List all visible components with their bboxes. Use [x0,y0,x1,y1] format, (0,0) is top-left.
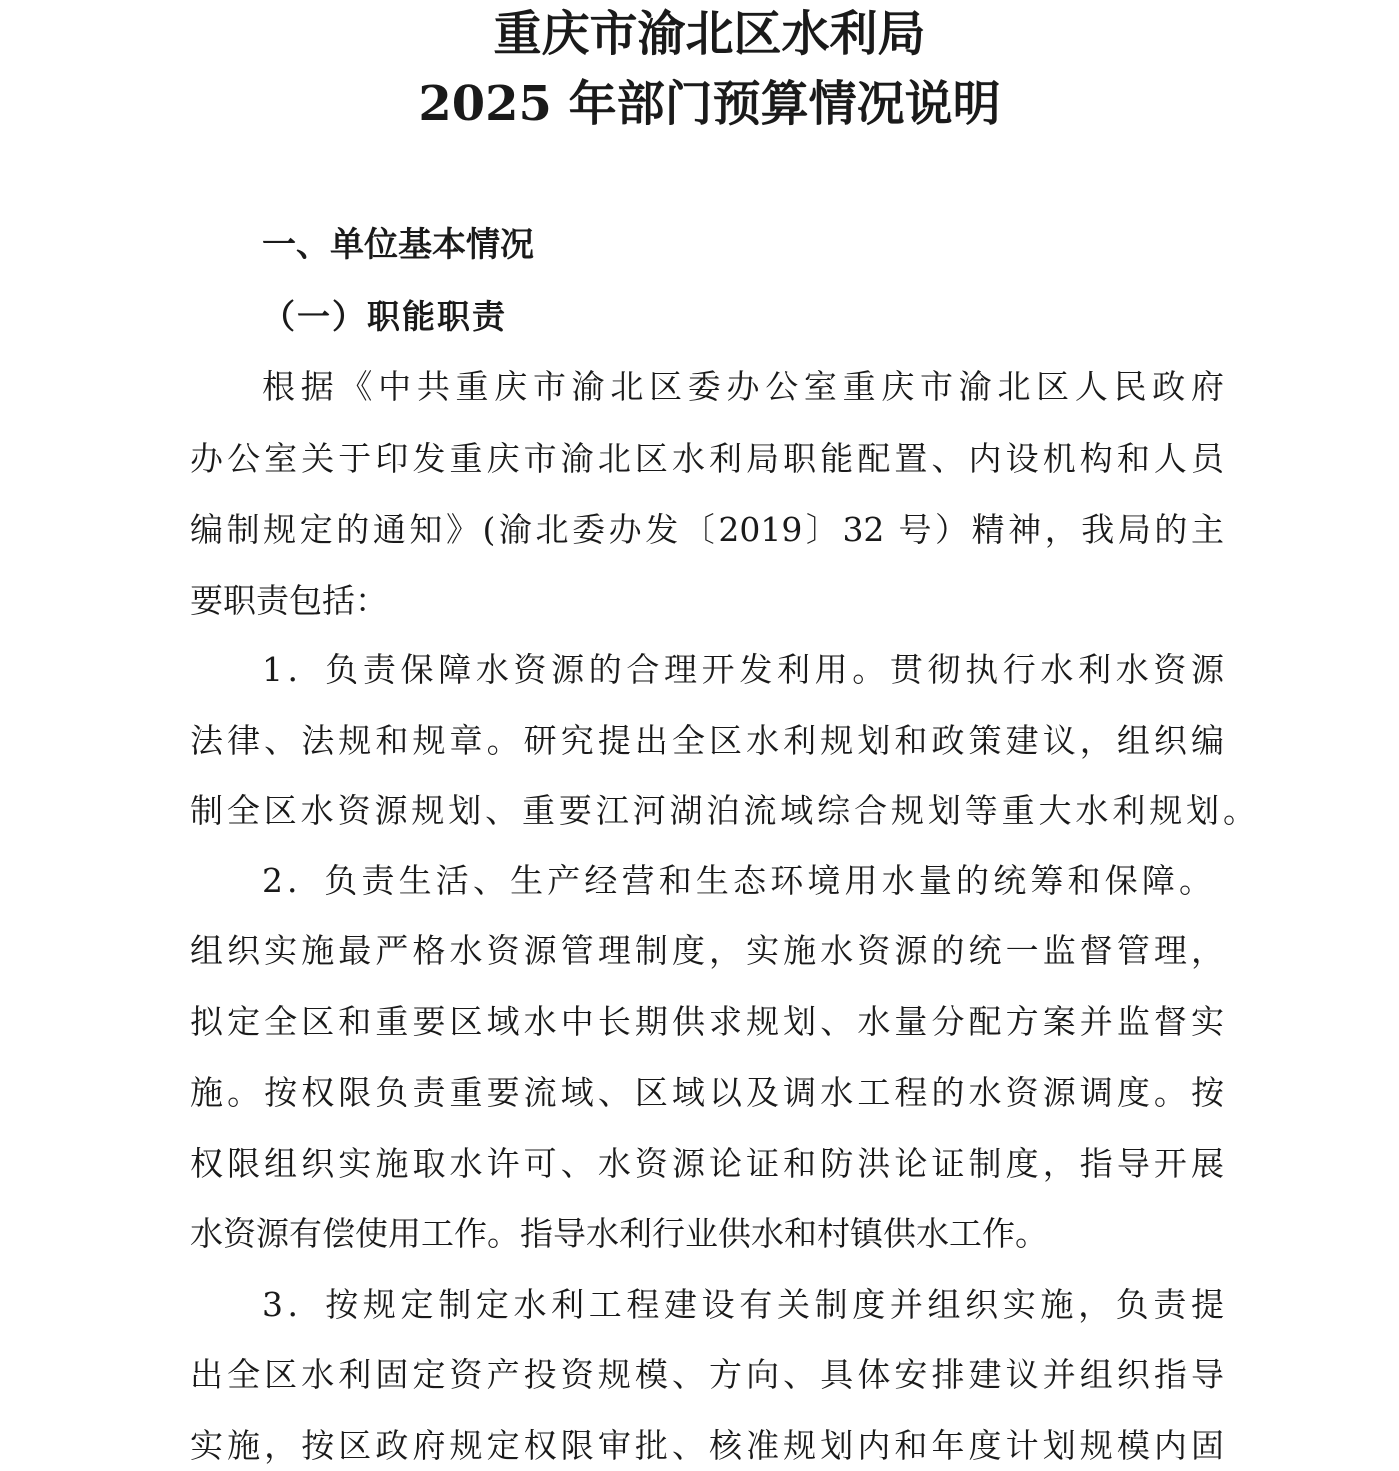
sub-heading: （一）职能职责 [262,297,507,336]
body-line: 施。按权限负责重要流域、区域以及调水工程的水资源调度。按 [190,1073,1224,1112]
body-line: 实施，按区政府规定权限审批、核准规划内和年度计划规模内固 [190,1426,1224,1465]
body-line: 办公室关于印发重庆市渝北区水利局职能配置、内设机构和人员 [190,439,1224,478]
body-line: 水资源有偿使用工作。指导水利行业供水和村镇供水工作。 [190,1214,1048,1253]
body-line: 组织实施最严格水资源管理制度，实施水资源的统一监督管理， [190,931,1224,970]
body-line: 根据《中共重庆市渝北区委办公室重庆市渝北区人民政府 [262,367,1224,406]
section-heading: 一、单位基本情况 [262,225,534,265]
body-line: 编制规定的通知》(渝北委办发〔2019〕32 号）精神，我局的主 [190,510,1224,549]
body-line: 拟定全区和重要区域水中长期供求规划、水量分配方案并监督实 [190,1002,1224,1041]
body-line: 3．按规定制定水利工程建设有关制度并组织实施，负责提 [262,1285,1224,1324]
document-title-line-1: 重庆市渝北区水利局 [493,6,926,62]
document-title-line-2: 2025 年部门预算情况说明 [418,76,1001,132]
body-line: 法律、法规和规章。研究提出全区水利规划和政策建议，组织编 [190,721,1224,760]
body-line: 要职责包括： [190,581,388,620]
body-line: 2．负责生活、生产经营和生态环境用水量的统筹和保障。 [262,861,1212,900]
body-line: 1．负责保障水资源的合理开发利用。贯彻执行水利水资源 [262,650,1224,689]
body-line: 制全区水资源规划、重要江河湖泊流域综合规划等重大水利规划。 [190,791,1256,830]
body-line: 出全区水利固定资产投资规模、方向、具体安排建议并组织指导 [190,1355,1224,1394]
body-line: 权限组织实施取水许可、水资源论证和防洪论证制度，指导开展 [190,1144,1224,1183]
